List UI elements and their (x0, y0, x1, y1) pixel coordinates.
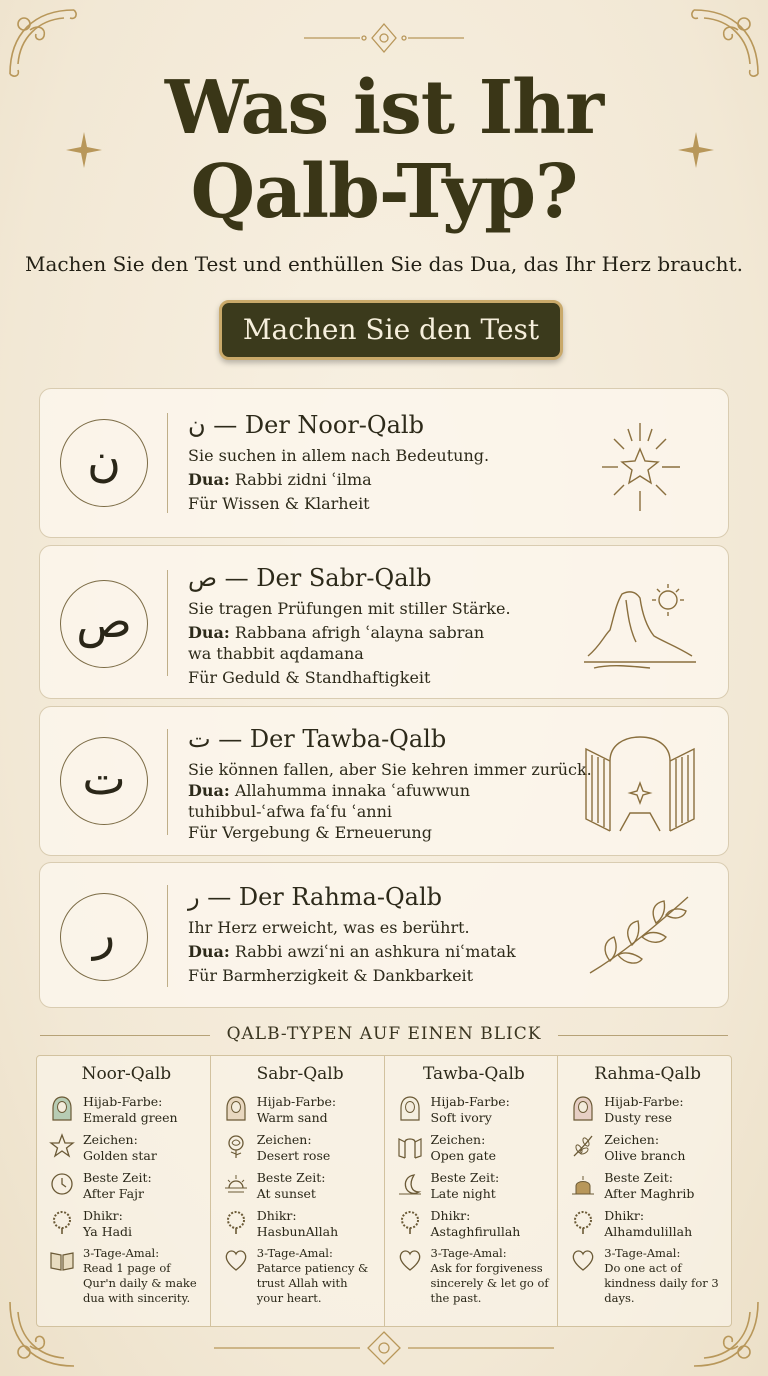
row-value: Ya Hadi (83, 1224, 133, 1239)
glance-column (211, 1056, 385, 1326)
row-value: At sunset (256, 1186, 316, 1201)
row-text (83, 1170, 152, 1202)
dua-label: Dua: (188, 623, 230, 642)
qalb-card-noor (39, 388, 729, 538)
column-title: Rahma-Qalb (594, 1064, 701, 1084)
card-description: Ihr Herz erweicht, was es berührt. (188, 918, 470, 937)
row-label: 3-Tage-Amal: (430, 1246, 507, 1260)
row-label: Dhikr: (256, 1208, 297, 1223)
column-title: Sabr-Qalb (256, 1064, 344, 1084)
card-purpose: Für Wissen & Klarheit (188, 494, 370, 513)
glance-row (397, 1094, 552, 1126)
row-label: Hijab-Farbe: (430, 1094, 510, 1109)
card-divider (167, 413, 168, 513)
hijab-icon (223, 1094, 249, 1124)
dua-text: Allahumma innaka ʿafuwwun tuhibbul-ʿafwa faʿfu ʿanni (188, 781, 471, 821)
row-text (83, 1132, 157, 1164)
row-value: Late night (430, 1186, 496, 1201)
card-dua (188, 941, 598, 962)
row-value: Open gate (430, 1148, 497, 1163)
hijab-icon (570, 1094, 596, 1124)
row-value: Soft ivory (430, 1110, 492, 1125)
glance-row (49, 1170, 204, 1202)
dua-label: Dua: (188, 781, 230, 800)
glance-section-title: QALB-TYPEN AUF EINEN BLICK (226, 1024, 542, 1044)
row-text (83, 1246, 204, 1306)
dua-label: Dua: (188, 470, 230, 489)
dua-text: Rabbi awziʿni an ashkura niʿmatak (229, 942, 516, 961)
glance-row (49, 1246, 204, 1306)
gate-icon (397, 1132, 423, 1162)
row-value: Read 1 page of Qur'n daily & make dua with sincerity. (83, 1261, 197, 1305)
row-label: Zeichen: (83, 1132, 138, 1147)
prayer-beads-icon (223, 1208, 249, 1238)
star-burst-icon (580, 417, 700, 517)
row-text (257, 1208, 338, 1240)
card-purpose: Für Vergebung & Erneuerung (188, 823, 432, 842)
title-line-2: Qalb-Typ? (190, 149, 578, 235)
row-text (431, 1246, 552, 1306)
heart-icon (397, 1246, 423, 1276)
row-label: Beste Zeit: (430, 1170, 500, 1185)
row-label: Dhikr: (604, 1208, 645, 1223)
card-dua (188, 469, 598, 490)
card-divider (167, 885, 168, 987)
row-value: Olive branch (604, 1148, 686, 1163)
book-icon (49, 1246, 75, 1276)
row-value: Alhamdulillah (604, 1224, 693, 1239)
qalb-card-tawba (39, 706, 729, 856)
hijab-icon (397, 1094, 423, 1124)
card-title: ص — Der Sabr-Qalb (188, 564, 432, 592)
star-icon (49, 1132, 75, 1162)
heart-icon (570, 1246, 596, 1276)
row-label: Hijab-Farbe: (604, 1094, 684, 1109)
bottom-ornament-icon (210, 1328, 558, 1368)
desert-rock-icon (580, 576, 700, 676)
hijab-icon (49, 1094, 75, 1124)
prayer-beads-icon (49, 1208, 75, 1238)
row-value: Astaghfirullah (430, 1224, 521, 1239)
row-value: Ask for forgiveness sincerely & let go of the past. (430, 1261, 549, 1305)
qalb-card-rahma (39, 862, 729, 1008)
card-dua (188, 780, 518, 822)
row-text (257, 1094, 336, 1126)
row-value: Emerald green (83, 1110, 178, 1125)
moon-icon (397, 1170, 423, 1200)
row-value: Patarce patiency & trust Allah with your heart. (256, 1261, 369, 1305)
letter-badge: ت (60, 737, 148, 825)
row-label: Dhikr: (83, 1208, 123, 1223)
row-text (431, 1170, 500, 1202)
row-text (431, 1208, 521, 1240)
sunset-icon (223, 1170, 249, 1200)
letter-badge: ص (60, 580, 148, 668)
row-text (604, 1246, 725, 1306)
card-dua (188, 622, 508, 664)
glance-table (36, 1055, 732, 1327)
glance-row (49, 1094, 204, 1126)
card-purpose: Für Geduld & Standhaftigkeit (188, 668, 431, 687)
row-value: After Fajr (83, 1186, 144, 1201)
glance-row (397, 1208, 552, 1240)
glance-row (570, 1170, 725, 1202)
card-divider (167, 729, 168, 835)
glance-row (397, 1246, 552, 1306)
row-text (83, 1094, 178, 1126)
card-title: ر — Der Rahma-Qalb (188, 883, 442, 911)
top-ornament-icon (300, 18, 468, 58)
row-value: Desert rose (256, 1148, 331, 1163)
glance-row (570, 1132, 725, 1164)
column-title: Noor-Qalb (81, 1064, 172, 1084)
row-text (257, 1246, 378, 1306)
row-label: 3-Tage-Amal: (604, 1246, 681, 1260)
glance-column (558, 1056, 731, 1326)
open-gate-icon (580, 731, 700, 835)
take-test-button[interactable]: Machen Sie den Test (219, 300, 563, 360)
row-label: Beste Zeit: (604, 1170, 673, 1185)
row-label: Dhikr: (430, 1208, 471, 1223)
glance-row (223, 1132, 378, 1164)
column-title: Tawba-Qalb (422, 1064, 525, 1084)
row-label: Beste Zeit: (256, 1170, 326, 1185)
row-label: 3-Tage-Amal: (83, 1246, 160, 1260)
row-label: Hijab-Farbe: (83, 1094, 163, 1109)
glance-row (570, 1094, 725, 1126)
row-text (604, 1132, 685, 1164)
letter-badge: ر (60, 893, 148, 981)
dua-label: Dua: (188, 942, 230, 961)
qalb-card-sabr (39, 545, 729, 699)
row-value: After Maghrib (604, 1186, 695, 1201)
row-value: Warm sand (256, 1110, 328, 1125)
card-description: Sie können fallen, aber Sie kehren immer zurück. (188, 760, 592, 779)
card-divider (167, 570, 168, 676)
card-description: Sie tragen Prüfungen mit stiller Stärke. (188, 599, 511, 618)
row-text (604, 1208, 692, 1240)
page-title (0, 66, 768, 234)
glance-row (49, 1132, 204, 1164)
glance-row (223, 1094, 378, 1126)
olive-icon (570, 1132, 596, 1162)
mosque-icon (570, 1170, 596, 1200)
row-label: Zeichen: (604, 1132, 660, 1147)
letter-badge: ن (60, 419, 148, 507)
card-title: ت — Der Tawba-Qalb (188, 725, 447, 753)
row-text (83, 1208, 132, 1240)
prayer-beads-icon (570, 1208, 596, 1238)
row-label: Zeichen: (430, 1132, 486, 1147)
clock-icon (49, 1170, 75, 1200)
rose-icon (223, 1132, 249, 1162)
glance-row (397, 1170, 552, 1202)
dua-text: Rabbana afrigh ʿalayna sabran wa thabbit aqdamana (188, 623, 485, 663)
title-line-1: Was ist Ihr (164, 65, 604, 151)
glance-column (385, 1056, 559, 1326)
row-text (431, 1132, 497, 1164)
row-text (604, 1094, 683, 1126)
row-label: Zeichen: (256, 1132, 312, 1147)
card-title: ن — Der Noor-Qalb (188, 411, 424, 439)
glance-row (223, 1246, 378, 1306)
row-text (604, 1170, 694, 1202)
row-text (431, 1094, 510, 1126)
heart-icon (223, 1246, 249, 1276)
row-text (257, 1132, 331, 1164)
glance-column (37, 1056, 211, 1326)
glance-row (397, 1132, 552, 1164)
page-subtitle: Machen Sie den Test und enthüllen Sie das Dua, das Ihr Herz braucht. (25, 252, 743, 276)
row-value: Dusty rese (604, 1110, 672, 1125)
glance-row (570, 1208, 725, 1240)
glance-row (49, 1208, 204, 1240)
card-purpose: Für Barmherzigkeit & Dankbarkeit (188, 966, 474, 985)
row-value: Do one act of kindness daily for 3 days. (604, 1261, 719, 1305)
card-description: Sie suchen in allem nach Bedeutung. (188, 446, 490, 465)
prayer-beads-icon (397, 1208, 423, 1238)
dua-text: Rabbi zidni ʿilma (229, 470, 372, 489)
row-label: Beste Zeit: (83, 1170, 152, 1185)
row-text (257, 1170, 326, 1202)
row-label: Hijab-Farbe: (256, 1094, 337, 1109)
row-label: 3-Tage-Amal: (256, 1246, 333, 1260)
glance-row (223, 1170, 378, 1202)
row-value: HasbunAllah (256, 1224, 339, 1239)
row-value: Golden star (83, 1148, 157, 1163)
glance-row (223, 1208, 378, 1240)
glance-row (570, 1246, 725, 1306)
olive-branch-icon (580, 885, 700, 985)
